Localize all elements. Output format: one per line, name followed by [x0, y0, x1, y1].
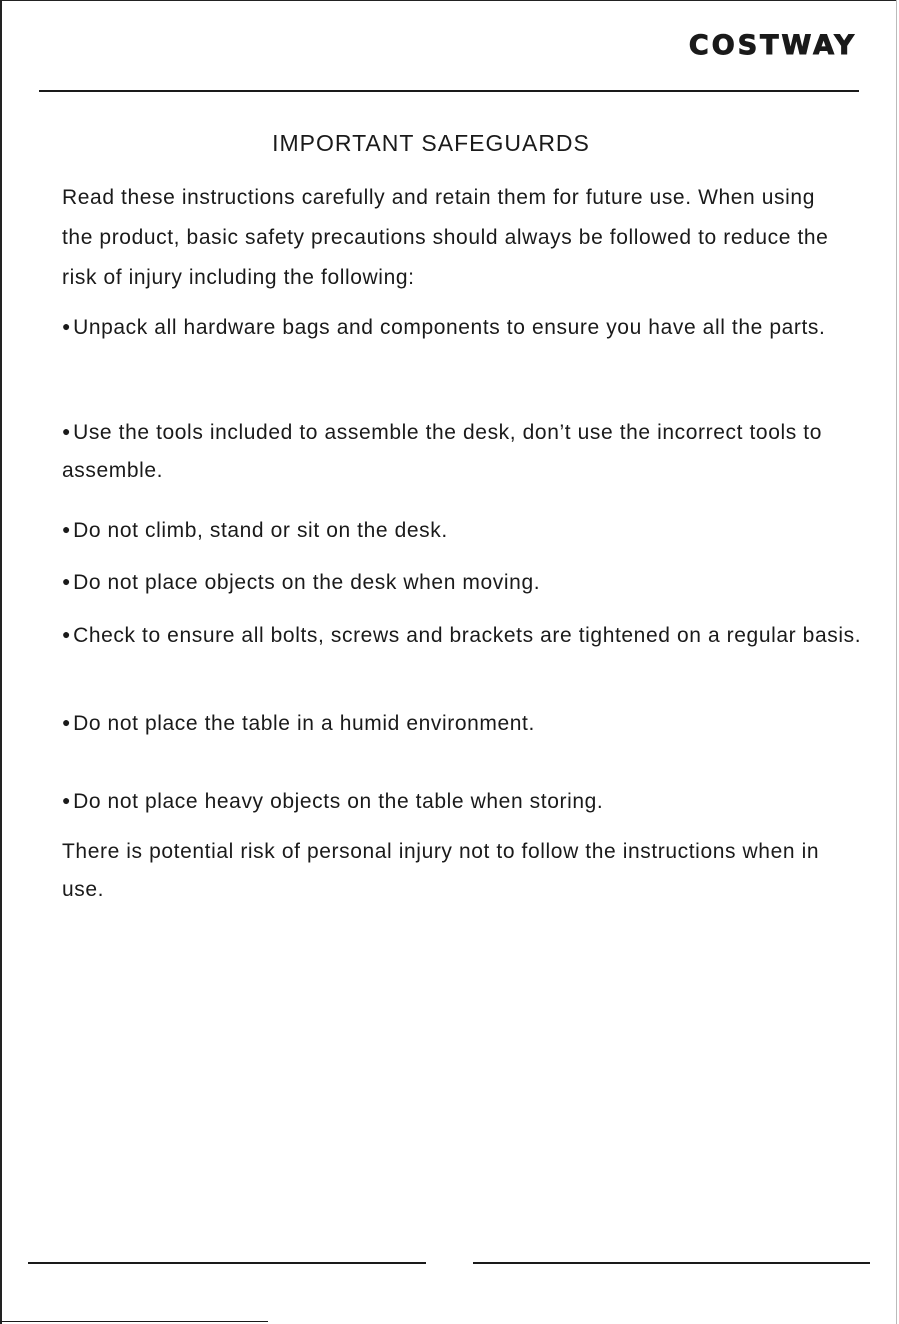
safeguard-text: Check to ensure all bolts, screws and brackets are tightened on a regular basis.	[73, 624, 862, 647]
page-border-left	[0, 0, 2, 1324]
safeguard-item	[62, 616, 862, 654]
bullet-icon: ●	[62, 318, 72, 334]
intro-paragraph: Read these instructions carefully and retain them for future use. When using the product, basic safety precautions should always be followed to reduce the risk of injury including the following:	[62, 186, 829, 289]
footer-divider-left	[28, 1262, 426, 1264]
header-divider	[39, 90, 859, 92]
safeguard-text: Unpack all hardware bags and components to ensure you have all the parts.	[73, 316, 826, 339]
safeguard-text: Do not climb, stand or sit on the desk.	[73, 519, 448, 542]
safeguard-text: Use the tools included to assemble the desk, don’t use the incorrect tools to assemble.	[62, 421, 822, 482]
safeguard-text: Do not place objects on the desk when moving.	[73, 571, 541, 594]
page-border-right	[896, 0, 897, 1324]
page-edge-rule	[0, 1321, 268, 1322]
bullet-icon: ●	[62, 521, 72, 537]
safeguard-item	[62, 782, 862, 820]
safeguard-text: Do not place the table in a humid environment.	[73, 712, 535, 735]
safeguard-text: Do not place heavy objects on the table when storing.	[73, 790, 604, 813]
page-border-top	[0, 0, 897, 1]
bullet-icon: ●	[62, 626, 72, 642]
safeguard-item	[62, 704, 862, 742]
bullet-icon: ●	[62, 573, 72, 589]
brand-logo: COSTWAY	[688, 30, 857, 61]
safeguard-item	[62, 308, 862, 346]
safeguard-item	[62, 412, 862, 490]
safeguard-item	[62, 511, 862, 549]
safeguard-item	[62, 563, 862, 601]
page-title: IMPORTANT SAFEGUARDS	[272, 130, 590, 156]
closing-paragraph: There is potential risk of personal injury not to follow the instructions when in use.	[62, 840, 820, 901]
bullet-icon: ●	[62, 714, 72, 730]
bullet-icon: ●	[62, 423, 72, 439]
bullet-icon: ●	[62, 792, 72, 808]
footer-divider-right	[473, 1262, 870, 1264]
